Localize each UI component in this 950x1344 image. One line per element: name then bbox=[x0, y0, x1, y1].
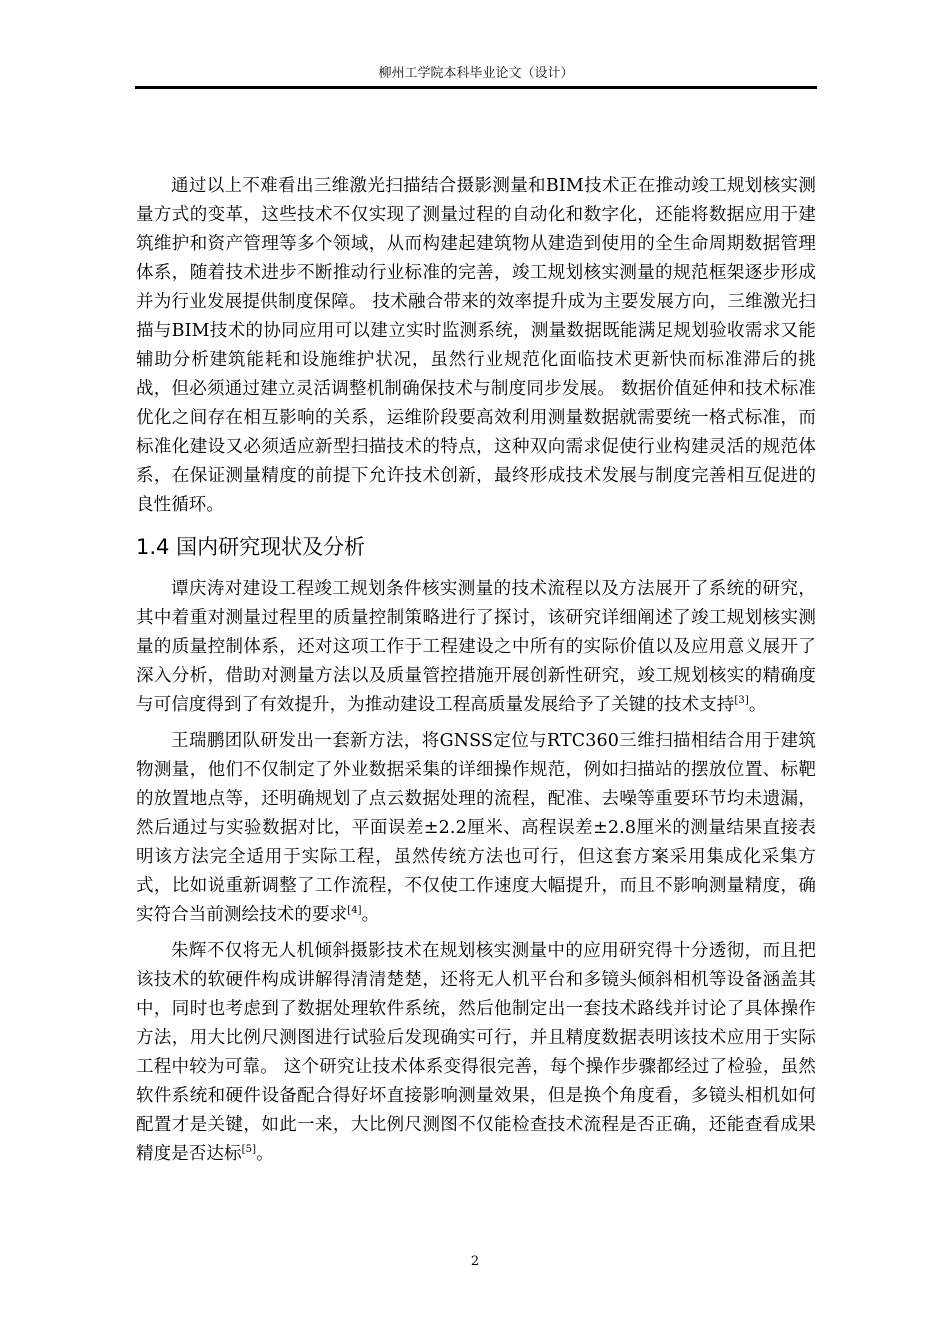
paragraph-text: 朱辉不仅将无人机倾斜摄影技术在规划核实测量中的应用研究得十分透彻，而且把该技术的软硬件构成讲解得清清楚楚，还将无人机平台和多镜头倾斜相机等设备涵盖其中，同时也考虑到了数据处理软件系统，然后他制定出一套技术路线并讨论了具体操作方法，用大比例尺测图进行试验后发现确实可行，并且精度数据表明该技术应用于实际工程中较为可靠。 这个研究让技术体系变得很完善，每个操作步骤都经过了检验，虽然软件系统和硬件设备配合得好坏直接影响测量效果，但是换个角度看，多镜头相机如何配置才是关键，如此一来，大比例尺测图不仅能检查技术流程是否正确，还能查看成果精度是否达标 bbox=[136, 941, 816, 1164]
body-paragraph-1: 通过以上不难看出三维激光扫描结合摄影测量和BIM技术正在推动竣工规划核实测量方式的变革，这些技术不仅实现了测量过程的自动化和数字化，还能将数据应用于建筑维护和资产管理等多个领域，从而构建起建筑物从建造到使用的全生命周期数据管理体系，随着技术进步不断推动行业标准的完善，竣工规划核实测量的规范框架逐步形成并为行业发展提供制度保障。 技术融合带来的效率提升成为主要发展方向，三维激光扫描与BIM技术的协同应用可以建立实时监测系统，测量数据既能满足规划验收需求又能辅助分析建筑能耗和设施维护状况，虽然行业规范化面临技术更新快而标准滞后的挑战，但必须通过建立灵活调整机制确保技术与制度同步发展。 数据价值延伸和技术标准优化之间存在相互影响的关系，运维阶段要高效利用测量数据就需要统一格式标准，而标准化建设又必须适应新型扫描技术的特点，这种双向需求促使行业构建灵活的规范体系，在保证测量精度的前提下允许技术创新，最终形成技术发展与制度完善相互促进的良性循环。 bbox=[136, 176, 816, 515]
body-content bbox=[136, 172, 816, 1169]
paragraph-text: 谭庆涛对建设工程竣工规划条件核实测量的技术流程以及方法展开了系统的研究，其中着重对测量过程里的质量控制策略进行了探讨，该研究详细阐述了竣工规划核实测量的质量控制体系，还对这项工作于工程建设之中所有的实际价值以及应用意义展开了深入分析，借助对测量方法以及质量管控措施开展创新性研究，竣工规划核实的精确度与可信度得到了有效提升，为推动建设工程高质量发展给予了关键的技术支持 bbox=[136, 579, 816, 715]
section-paragraph-3 bbox=[136, 937, 816, 1169]
paragraph-end: 。 bbox=[256, 1144, 274, 1164]
paragraph-end: 。 bbox=[748, 695, 767, 715]
paragraph-end: 。 bbox=[361, 905, 380, 925]
section-paragraph-2 bbox=[136, 727, 816, 930]
running-header: 柳州工学院本科毕业论文（设计） bbox=[378, 66, 574, 81]
citation[interactable]: [4] bbox=[347, 905, 362, 917]
section-heading: 1.4 国内研究现状及分析 bbox=[136, 535, 366, 559]
citation[interactable]: [3] bbox=[734, 695, 749, 707]
header-rule bbox=[135, 86, 817, 89]
paragraph-text: 王瑞鹏团队研发出一套新方法，将GNSS定位与RTC360三维扫描相结合用于建筑物测量，他们不仅制定了外业数据采集的详细操作规范，例如扫描站的摆放位置、标靶的放置地点等，还明确规划了点云数据处理的流程，配准、去噪等重要环节均未遗漏，然后通过与实验数据对比，平面误差±2.2厘米、高程误差±2.8厘米的测量结果直接表明该方法完全适用于实际工程，虽然传统方法也可行，但这套方案采用集成化采集方式，比如说重新调整了工作流程，不仅使工作速度大幅提升，而且不影响测量精度，确实符合当前测绘技术的要求 bbox=[136, 731, 816, 925]
citation[interactable]: [5] bbox=[241, 1144, 257, 1156]
section-paragraph-1 bbox=[136, 575, 816, 720]
page-number: 2 bbox=[470, 1254, 480, 1269]
